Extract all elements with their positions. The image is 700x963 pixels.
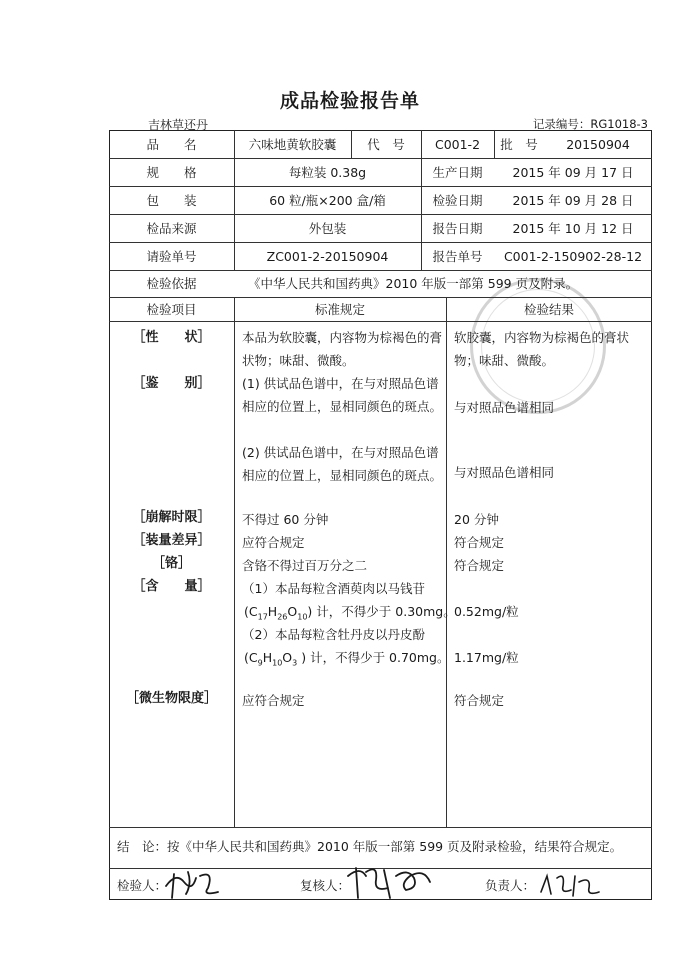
test-date-label: 检验日期 [432, 193, 483, 208]
batch-value: 20150904 [566, 137, 630, 152]
appearance-standard: 本品为软胶囊，内容物为棕褐色的膏状物；味甜、微酸。 [242, 330, 443, 368]
content-standard-2b: 计，不得少于 0.70mg。 [310, 650, 450, 665]
report-date-label: 报告日期 [432, 221, 483, 236]
chromium-standard: 含铬不得过百万分之二 [242, 558, 368, 573]
identification-standard-2: (2) 供试品色谱中，在与对照品色谱相应的位置上，显相同颜色的斑点。 [242, 445, 443, 483]
product-name-label: 品 名 [146, 137, 197, 152]
item-microbial-label: ［微生物限度］ [125, 691, 217, 706]
column-header-standard: 标准规定 [314, 302, 365, 317]
content-result-2: 1.17mg/粒 [454, 650, 519, 665]
code-value: C001-2 [434, 137, 481, 152]
package-label: 包 装 [146, 193, 197, 208]
report-date-value: 2015 年 10 月 12 日 [512, 221, 634, 236]
responsible-signature [537, 870, 607, 900]
item-appearance-label: ［性 状］ [132, 330, 211, 345]
identification-standard-1: (1) 供试品色谱中，在与对照品色谱相应的位置上，显相同颜色的斑点。 [242, 376, 443, 414]
company-name: 吉林草还丹 [148, 118, 209, 132]
production-date-label: 生产日期 [432, 165, 483, 180]
identification-result-2: 与对照品色谱相同 [454, 465, 555, 480]
record-number: 记录编号：RG1018-3 [532, 117, 648, 131]
request-number-value: ZC001-2-20150904 [266, 249, 389, 264]
report-number-value: C001-2-150902-28-12 [503, 249, 643, 264]
responsible-label: 负责人： [485, 878, 536, 893]
content-standard-1b: 计，不得少于 0.30mg。 [316, 604, 456, 619]
document-title: 成品检验报告单 [279, 90, 420, 112]
item-content-label: ［含 量］ [132, 579, 211, 594]
appearance-result: 软胶囊，内容物为棕褐色的膏状物；味甜、微酸。 [454, 330, 630, 368]
disintegration-result: 20 分钟 [454, 512, 499, 527]
weight-variation-standard: 应符合规定 [242, 535, 305, 550]
spec-label: 规 格 [146, 165, 197, 180]
content-standard-2a: （2）本品每粒含牡丹皮以丹皮酚 [242, 627, 425, 642]
basis-label: 检验依据 [146, 276, 197, 291]
disintegration-standard: 不得过 60 分钟 [242, 512, 329, 527]
product-name-value: 六味地黄软胶囊 [248, 137, 337, 152]
content-standard-1a: （1）本品每粒含酒萸肉以马钱苷 [242, 581, 425, 596]
reviewer-label: 复核人： [300, 878, 351, 893]
report-number-label: 报告单号 [432, 249, 483, 264]
production-date-value: 2015 年 09 月 17 日 [512, 165, 634, 180]
weight-variation-result: 符合规定 [454, 535, 505, 550]
batch-label: 批 号 [500, 137, 538, 152]
column-header-result: 检验结果 [523, 302, 574, 317]
inspector-signature [162, 866, 224, 902]
column-header-item: 检验项目 [146, 302, 197, 317]
chromium-result: 符合规定 [454, 558, 505, 573]
inspector-label: 检验人： [117, 878, 168, 893]
source-label: 检品来源 [146, 221, 197, 236]
basis-value: 《中华人民共和国药典》2010 年版一部第 599 页及附录。 [248, 276, 579, 291]
item-weight-variation-label: ［装量差异］ [132, 533, 211, 548]
conclusion: 结 论：按《中华人民共和国药典》2010 年版一部第 599 页及附录检验，结果符合规定。 [117, 839, 623, 854]
content-formula-1: $(C_{17}H_{26}O_{10})$ 计，不得少于 0.30mg。 [244, 604, 456, 622]
test-date-value: 2015 年 09 月 28 日 [512, 193, 634, 208]
package-value: 60 粒/瓶×200 盒/箱 [269, 193, 386, 208]
identification-result-1: 与对照品色谱相同 [454, 400, 555, 415]
reviewer-signature [344, 862, 436, 902]
item-chromium-label: ［铬］ [151, 556, 191, 571]
code-label: 代 号 [367, 137, 405, 152]
microbial-result: 符合规定 [454, 693, 505, 708]
request-number-label: 请验单号 [146, 249, 197, 264]
item-disintegration-label: ［崩解时限］ [132, 510, 211, 525]
source-value: 外包装 [308, 221, 347, 236]
content-result-1: 0.52mg/粒 [454, 604, 519, 619]
microbial-standard: 应符合规定 [242, 693, 305, 708]
spec-value: 每粒装 0.38g [288, 165, 367, 180]
item-identification-label: ［鉴 别］ [132, 376, 211, 391]
content-formula-2: ($C_9H_{10}O_3$ ) 计，不得少于 0.70mg。 [244, 650, 450, 668]
